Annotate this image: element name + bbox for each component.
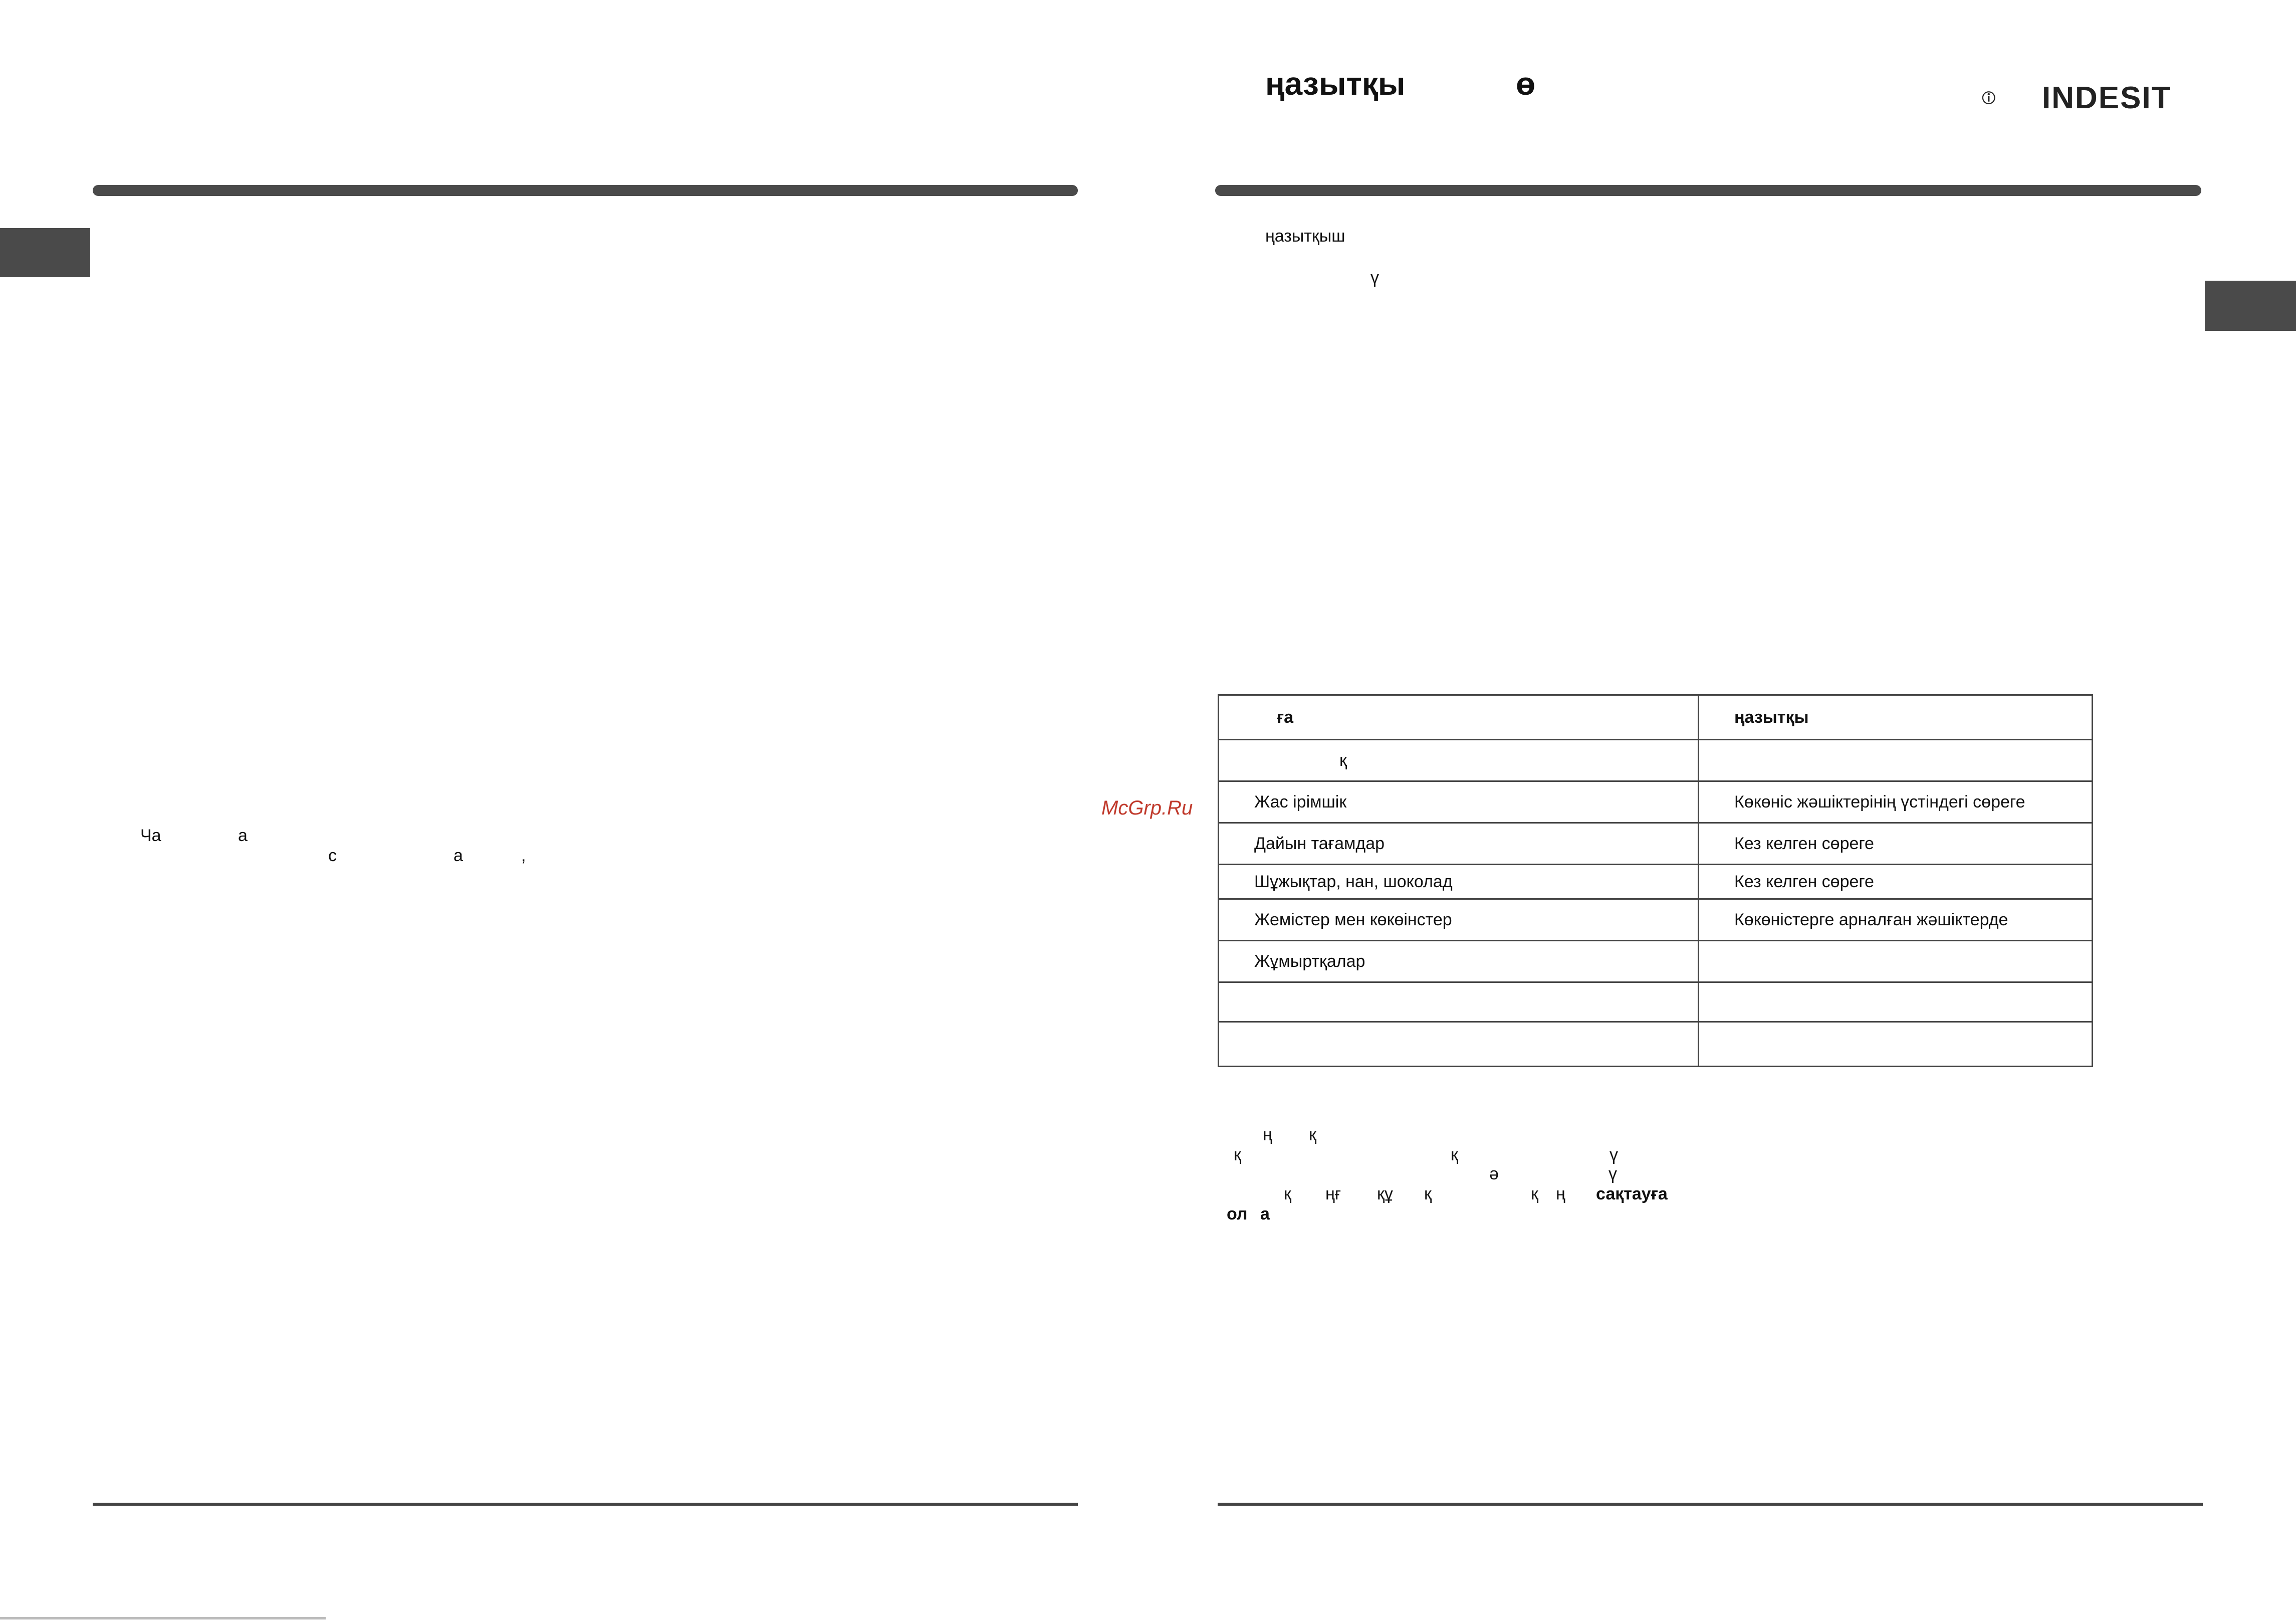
right-language-tab xyxy=(2205,281,2296,331)
left-text-fragment: , xyxy=(521,846,526,865)
table-header-cell: ға xyxy=(1219,695,1699,740)
note-fragment: қ xyxy=(1234,1145,1241,1164)
left-text-fragment: а xyxy=(453,846,463,865)
intro-text: ңазытқыш xyxy=(1265,227,1345,246)
note-emphasis: а xyxy=(1260,1204,1270,1224)
left-text-fragment: а xyxy=(238,826,248,845)
note-fragment: қ xyxy=(1531,1184,1538,1203)
indesit-logo xyxy=(1982,73,2037,123)
note-fragment: қ xyxy=(1309,1125,1316,1144)
note-fragment: ү xyxy=(1609,1164,1617,1183)
table-cell xyxy=(1699,982,2093,1022)
left-bottom-rule xyxy=(93,1503,1078,1506)
table-cell: Кез келген сөреге xyxy=(1699,823,2093,865)
table-row xyxy=(1219,899,2093,941)
table-cell: қ xyxy=(1219,740,1699,781)
note-fragment: ә xyxy=(1489,1164,1499,1183)
table-row xyxy=(1219,823,2093,865)
brand-name: INDESIT xyxy=(2042,81,2172,115)
table-header-cell: ңазытқы xyxy=(1699,695,2093,740)
note-fragment: ң xyxy=(1556,1184,1565,1203)
right-top-rule xyxy=(1215,185,2201,196)
table-cell: Жас ірімшік xyxy=(1219,781,1699,823)
note-fragment: ңғ xyxy=(1325,1184,1341,1203)
intro-text: ү xyxy=(1370,268,1379,287)
table-cell: Дайын тағамдар xyxy=(1219,823,1699,865)
note-fragment: қ xyxy=(1424,1184,1432,1203)
table-row xyxy=(1219,941,2093,982)
note-fragment: құ xyxy=(1377,1184,1393,1203)
note-fragment: қ xyxy=(1284,1184,1291,1203)
table-cell xyxy=(1699,941,2093,982)
table-row xyxy=(1219,1022,2093,1067)
watermark: McGrp.Ru xyxy=(1101,797,1193,819)
table-cell xyxy=(1699,1022,2093,1067)
table-header-row xyxy=(1219,695,2093,740)
note-fragment: қ xyxy=(1451,1145,1458,1164)
page-title-suffix: ө xyxy=(1516,66,1536,102)
note-emphasis: сақтауға xyxy=(1596,1184,1668,1203)
note-fragment: ү xyxy=(1610,1145,1618,1164)
left-footer-line xyxy=(0,1617,326,1619)
left-top-rule xyxy=(93,185,1078,196)
right-bottom-rule xyxy=(1218,1503,2203,1506)
table-cell: Шұжықтар, нан, шоколад xyxy=(1219,865,1699,899)
table-cell: Жұмыртқалар xyxy=(1219,941,1699,982)
note-emphasis: ол xyxy=(1227,1204,1248,1224)
table-cell xyxy=(1699,740,2093,781)
table-cell: Көкөністерге арналған жәшіктерде xyxy=(1699,899,2093,941)
table-cell: Көкөніс жәшіктерінің үстіндегі сөреге xyxy=(1699,781,2093,823)
table-cell xyxy=(1219,1022,1699,1067)
left-text-fragment: Ча xyxy=(140,826,161,845)
note-fragment: ң xyxy=(1263,1125,1272,1144)
table-cell xyxy=(1219,982,1699,1022)
table-row xyxy=(1219,781,2093,823)
table-row xyxy=(1219,865,2093,899)
table-cell: Кез келген сөреге xyxy=(1699,865,2093,899)
page-title: ңазытқы xyxy=(1265,66,1406,102)
left-text-fragment: с xyxy=(328,846,337,865)
left-language-tab xyxy=(0,228,90,277)
table-row xyxy=(1219,740,2093,781)
storage-table xyxy=(1218,694,2093,1067)
table-cell: Жемістер мен көкөінстер xyxy=(1219,899,1699,941)
table-row xyxy=(1219,982,2093,1022)
